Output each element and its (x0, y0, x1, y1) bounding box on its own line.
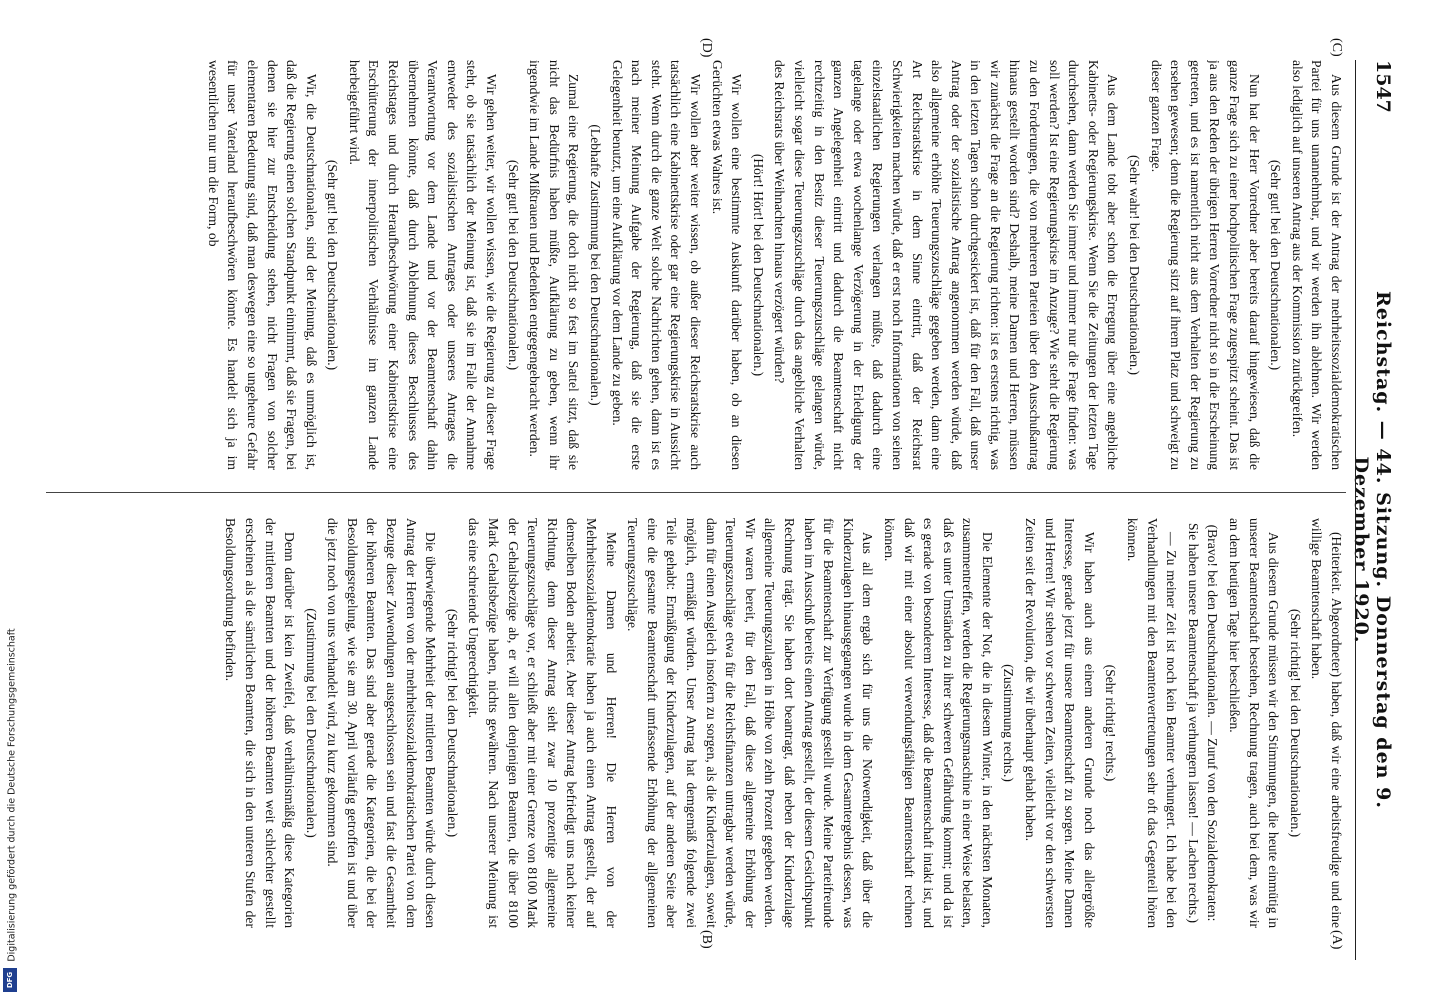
paragraph: (Sehr gut! bei den Deutschnationalen.) (505, 159, 521, 371)
digitization-credit (4, 600, 20, 990)
paragraph: Zumal eine Regierung, die doch nicht so fest im Sattel sitzt, daß sie nicht das Bedürfnis haben müßte, Aufklärung zu geben, wenn ihr irgendwie im Lande Mißtrauen und Bedenken entgegengebracht werden. (527, 60, 582, 470)
dfg-logo-text: DFG (6, 971, 14, 989)
paragraph: (Sehr richtig! rechts.) (1103, 664, 1119, 782)
paragraph: Wir wollen eine bestimmte Auskunft darüber haben, ob an diesen Gerüchten etwas Wahres ist. (709, 60, 745, 470)
paragraph: Wir haben auch aus einem anderen Grunde noch das allergrößte Interesse, gerade jetzt für unsere Beamtenschaft zu sorgen. Meine Damen und Herren! Wir stehen vor schweren Zeiten, vielleicht vor den schwersten Zeiten seit der Revolution, die wir überhaupt gehabt haben. (1023, 518, 1097, 928)
paragraph: Aus all dem ergab sich für uns die Notwendigkeit, daß über die Kinderzulagen hinausgegangen wurde in dem Gesamtergebnis dessen, was für die Beamtenschaft zur Verfügung gestellt wurde. Meine Parteifreunde haben im Ausschuß bereits einen Antrag gestellt, der diesem Gesichtspunkt Rechnung trägt. Sie haben dort beantragt, daß neben der Kinderzulage allgemeine Teuerungszulagen in Höhe von zehn Prozent gegeben werden. Wir waren bereit, für den Fall, daß diese allgemeine Erhöhung der Teuerungszuschläge etwa für die Reichsfinanzen untragbar werden würde, dann für einen Ausgleich insofern zu sorgen, als die Kinderzulagen, soweit möglich, ermäßigt würden. Unser Antrag hat demgemäß folgende zwei Teile gehabt: Ermäßigung der Kinderzulagen, auf der anderen Seite aber eine die gesamte Beamtenschaft umfassende Erhöhung der allgemeinen Teuerungszuschläge. (625, 518, 876, 928)
paragraph: Wir, die Deutschnationalen, sind der Meinung, daß es unmöglich ist, daß die Regierung einen solchen Standpunkt einnimmt, daß sie Fragen, bei denen sie hier zur Entscheidung stehen, nicht Fragen von solcher elementaren Bedeutung sind, daß man deswegen eine so ungeheure Gefahr für unser Vaterland heraufbeschwören könnte. Es handelt sich ja im wesentlichen nur um die Form, ob (205, 60, 319, 470)
running-title: Reichstag. — 44. Sitzung. Donnerstag den 9. Dezember 1920. (1350, 291, 1394, 809)
paragraph: Meine Damen und Herren! Die Herren von der Mehrheitssozialdemokratie haben ja auch einen Antrag gestellt, der auf demselben Boden arbeitet. Aber dieser Antrag befriedigt uns nach keiner Richtung, denn dieser Antrag sieht zwar 10 prozentige allgemeine Teuerungszuschläge vor, er schließt aber mit einer Grenze von 8100 Mark der Gehaltsbezüge ab, er will allen denjenigen Beamten, die über 8100 Mark Gehaltsbezüge haben, nichts gewähren. Nach unserer Meinung ist das eine schreiende Ungerechtigkeit. (466, 518, 619, 928)
paragraph: Nun hat der Herr Vorredner aber bereits darauf hingewiesen, daß die ganze Frage sich zu einer hochpolitischen Frage zugespitzt scheint. Das ist ja aus den Reden der übrigen Herren Vorredner nicht so in die Erscheinung getreten, und es ist namentlich nicht aus dem Verhalten der Regierung zu ersehen gewesen; denn die Regierung sitzt auf ihrem Platz und schweigt zu dieser ganzen Frage. (1148, 60, 1262, 470)
paragraph: (Sehr gut! bei den Deutschnationalen.) (1268, 159, 1284, 371)
paragraph: (Lebhafte Zustimmung bei den Deutschnationalen.) (588, 124, 604, 406)
paragraph: (Sehr wahr! bei den Deutschnationalen.) (1127, 154, 1143, 376)
header-rule (1355, 60, 1356, 960)
margin-mark-a: (A) (1329, 930, 1344, 950)
paragraph: Die überwiegende Mehrheit der mittleren Beamten würde durch diesen Antrag der Herren von der mehrheitssozialdemokratischen Partei von dem Bezuge dieser Zuwendungen ausgeschlossen sein und fast die Gesamtheit der höheren Beamten. Das sind aber gerade die Kategorien, die bei der Besoldungsregelung, wie sie am 30. April vorläufig getroffen ist und über die jetzt noch von uns verhandelt wird, zu kurz gekommen sind. (325, 518, 439, 928)
paragraph: Denn darüber ist kein Zweifel, daß verhältnismäßig diese Kategorien der mittleren Beamten und der höheren Beamten weit schlechter gestellt erscheinen als die sämtlichen Beamten, die sich in den unteren Stufen der Besoldungsordnung befinden. (223, 518, 298, 928)
dfg-logo-icon (3, 968, 17, 992)
paragraph: Aus dem Lande tobt aber schon die Erregung über eine angebliche Kabinetts- oder Regierungskrise. Wenn Sie die Zeitungen der letzten Tage durchsehen, dann werden Sie immer und immer nur die Frage finden: was soll werden? Ist eine Regierungskrise im Anzuge? Wie steht die Regierung zu den Forderungen, die von mehreren Parteien über den Ausschußantrag hinaus gestellt worden sind? Deshalb, meine Damen und Herren, müssen wir zunächst die Frage an die Regierung richten: ist es erstens richtig, was in den letzten Tagen schon durchgesickert ist, daß für den Fall, daß unser Antrag oder der sozialistische Antrag angenommen werden würde, daß also allgemeine erhöhte Teuerungszuschläge gegeben werden, dann eine Art Reichsratskrise in dem Sinne eintritt, daß der Reichsrat Schwierigkeiten machen würde, daß er erst noch Informationen von seinen einzelstaatlichen Regierungen verlangen müßte, daß dadurch eine tagelange oder etwa wochenlange Verzögerung in der Erledigung der ganzen Angelegenheit eintritt und dadurch die Beamtenschaft nicht rechtzeitig in den Besitz dieser Teuerungszuschläge gelangen würde, vielleicht sogar diese Teuerungszuschläge durch das angebliche Verhalten des Reichsrats über Weihnachten hinaus verzögert würden? (772, 60, 1121, 470)
paragraph: (Hört! Hört! bei den Deutschnationalen.) (750, 153, 766, 377)
paragraph: (Zustimmung bei den Deutschnationalen.) (303, 608, 319, 838)
paragraph: Die Elemente der Not, die in diesem Winter, in den nächsten Monaten, zusammentreffen, werden die Regierungsmaschine in einer Weise belasten, daß es unter Umständen zu ihrer schweren Gefährdung kommt; und da ist es gerade von besonderem Interesse, daß die Beamtenschaft intakt ist, und daß wir mit einer absolut verwendungsfähigen Beamtenschaft rechnen können. (881, 518, 995, 928)
credit-text: Digitalisierung gefördert durch die Deutsche Forschungsgemeinschaft (6, 628, 18, 962)
paragraph: (Bravo! bei den Deutschnationalen. — Zuruf von den Sozialdemokraten: Sie haben unsere Beamtenschaft ja verhungern lassen! — Lachen rechts.) (1185, 522, 1221, 924)
right-column (46, 518, 1346, 928)
page-number: 1547 (1372, 60, 1394, 113)
paragraph: Aus diesem Grunde müssen wir den Stimmungen, die heute einmütig in unserer Beamtenschaft bestehen, Rechnung tragen, auch bei dem, was wir an dem heutigen Tage hier beschließen. (1227, 518, 1282, 928)
column-divider (46, 492, 1346, 493)
paragraph: Aus diesem Grunde ist der Antrag der mehrheitssozialdemokratischen Partei für uns unannehmbar, und wir werden ihn ablehnen. Wir werden also lediglich auf unseren Antrag aus der Kommission zurückgreifen. (1289, 60, 1344, 470)
paragraph: (Heiterkeit. Abgeordneter) haben, daß wir eine arbeitsfreudige und eine willige Beamtenschaft haben. (1309, 518, 1344, 928)
margin-mark-c: (C) (1329, 38, 1344, 57)
paragraph: Wir wollen aber weiter wissen, ob außer dieser Reichsratskrise auch tatsächlich eine Kabinettskrise oder gar eine Regierungskrise in Aussicht steht. Wenn durch die ganze Welt solche Nachrichten gehen, dann ist es nach meiner Meinung Aufgabe der Regierung, daß sie die erste Gelegenheit benutzt, um eine Aufklärung vor dem Lande zu geben. (609, 60, 703, 470)
paragraph: (Sehr gut! bei den Deutschnationalen.) (325, 159, 341, 371)
paragraph: — Zu meiner Zeit ist noch kein Beamter verhungert. Ich habe bei den Verhandlungen mit den Beamtenvertretungen sehr oft das Gegenteil hören können. (1125, 518, 1180, 928)
paragraph: (Sehr richtig! bei den Deutschnationalen.) (1287, 608, 1303, 838)
page-header (1350, 60, 1394, 960)
margin-mark-b: (B) (699, 930, 714, 949)
margin-mark-d: (D) (699, 38, 714, 58)
paragraph: (Zustimmung rechts.) (1001, 664, 1017, 782)
left-column (46, 60, 1346, 470)
paragraph: (Sehr richtig! bei den Deutschnationalen.) (444, 608, 460, 838)
paragraph: Wir gehen weiter, wir wollen wissen, wie die Regierung zu dieser Frage steht, ob sie tatsächlich der Meinung ist, daß sie im Falle der Annahme entweder des sozialistischen Antrages oder unseres Antrages die Verantwortung vor dem Lande und vor der Beamtenschaft dahin übernehmen könnte, daß durch Ablehnung dieses Beschlusses des Reichstages und durch Heraufbeschwörung einer Kabinettskrise eine Erschütterung der innerpolitischen Verhältnisse im ganzen Lande herbeigeführt wird. (346, 60, 500, 470)
